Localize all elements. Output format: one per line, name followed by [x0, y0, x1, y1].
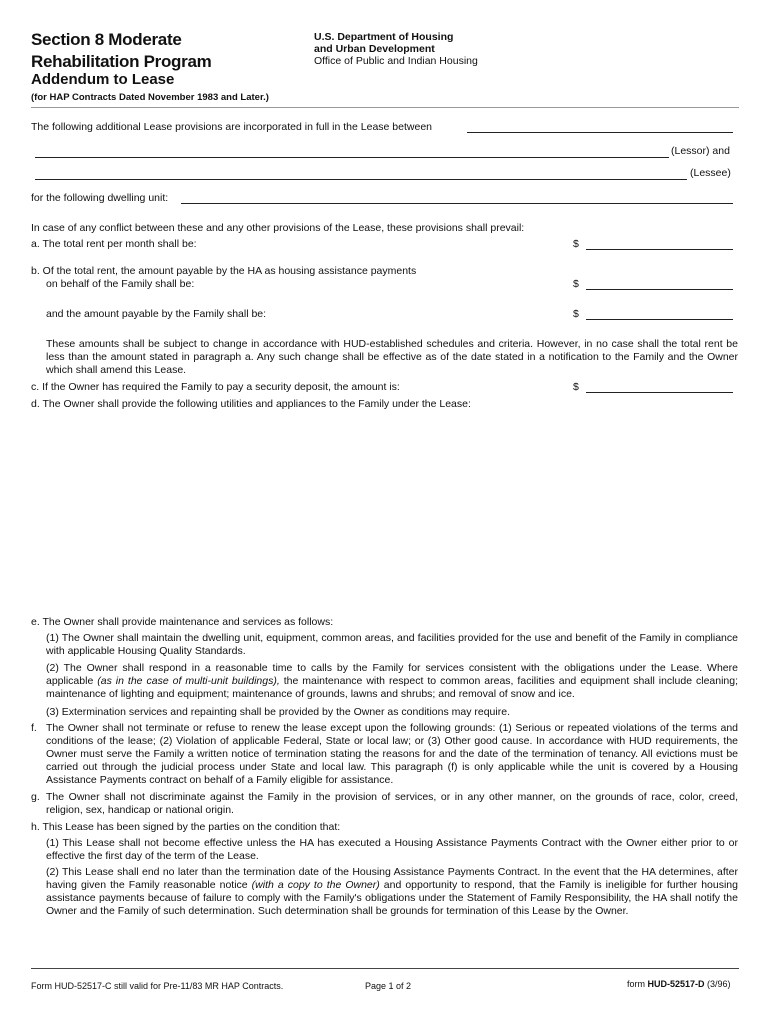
form-prefix: form [627, 979, 648, 989]
item-e2 [46, 662, 738, 701]
item-g: The Owner shall not discriminate against the Family in the provision of services, or in any other manner, on the grounds of race, color, creed, religion, sex, handicap or national origin. [46, 791, 738, 816]
form-id: HUD-52517-D [647, 979, 705, 989]
lease-between-field[interactable] [467, 132, 733, 133]
item-f: The Owner shall not terminate or refuse to renew the lease except upon the following grounds: (1) Serious or repeated violations of the terms and conditions of the lease; (2) Violation of applicable Federal, State or local law; or (3) Other good cause. In accordance with HUD requirements, the Owner must serve the Family a written notice of termination stating the reasons for and the date of the termination of tenancy. All evictions must be carried out through the judicial process under State and local law. This paragraph (f) is only applicable while the unit is covered by a Housing Assistance Payments contract on behalf of a Family eligible for assistance. [46, 722, 738, 786]
lessor-label: (Lessor) and [671, 145, 730, 157]
item-g-marker: g. [31, 791, 40, 803]
item-e1: (1) The Owner shall maintain the dwelling unit, equipment, common areas, and facilities provided for the use and benefit of the Family in compliance with applicable Housing Quality Standards. [46, 632, 738, 657]
item-b-line2: on behalf of the Family shall be: [46, 278, 195, 290]
title-line2: Rehabilitation Program [31, 52, 212, 71]
item-f-marker: f. [31, 722, 37, 734]
agency-line1: U.S. Department of Housing [314, 31, 454, 43]
form-date: (3/96) [704, 979, 731, 989]
item-b-line1: b. Of the total rent, the amount payable by the HA as housing assistance payments [31, 265, 417, 277]
total-rent-field[interactable] [586, 249, 733, 250]
item-h2-italic: (with a copy to the Owner) [251, 879, 380, 891]
lessor-field[interactable] [35, 157, 669, 158]
item-a-label: a. The total rent per month shall be: [31, 238, 197, 250]
title-line1: Section 8 Moderate [31, 30, 182, 49]
item-h2-text-b: and opportunity to respond, that the Family is ineligible for further housing assistance payments because of failure to comply with the Family's obligations under the Statement of Family Responsibility, the HA shall notify the Owner and the Family of such determination. Such determination shall be grounds for termination of this Lease by the Owner. [46, 879, 738, 917]
dollar-sign: $ [573, 381, 579, 393]
item-e2-text-b: the maintenance with respect to common areas, facilities and equipment shall include cleaning; maintenance of lighting and equipment; maintenance of grounds, lawns and shrubs; and removal of snow and ice. [46, 675, 739, 700]
dollar-sign: $ [573, 278, 579, 290]
dollar-sign: $ [573, 238, 579, 250]
item-c-label: c. If the Owner has required the Family to pay a security deposit, the amount is: [31, 381, 400, 393]
utilities-area[interactable] [46, 414, 738, 610]
contract-note: (for HAP Contracts Dated November 1983 and Later.) [31, 92, 269, 103]
lessee-label: (Lessee) [690, 167, 731, 179]
dollar-sign: $ [573, 308, 579, 320]
item-b-note: These amounts shall be subject to change in accordance with HUD-established schedules and criteria. However, in no case shall the total rent be less than the amount stated in paragraph a. Any such change shall be effective as of the date stated in a notification to the Family and the Owner which shall amend this Lease. [46, 338, 738, 376]
item-e-label: e. The Owner shall provide maintenance and services as follows: [31, 616, 334, 628]
item-e2-italic: (as in the case of multi-unit buildings), [97, 675, 280, 687]
item-h2 [46, 866, 738, 918]
item-b-family: and the amount payable by the Family shall be: [46, 308, 267, 320]
item-e2-text-a: (2) The Owner shall respond in a reasonable time to calls by the Family for services consistent with the obligations under the Lease. Where applicable [46, 662, 738, 687]
subtitle: Addendum to Lease [31, 71, 175, 88]
item-h1: (1) This Lease shall not become effective unless the HA has executed a Housing Assistance Payments Contract with the Owner either prior to or effective the first day of the term of the Lease. [46, 837, 738, 862]
page-number: Page 1 of 2 [365, 981, 412, 991]
header-divider [31, 107, 739, 108]
item-d-label: d. The Owner shall provide the following utilities and appliances to the Family under the Lease: [31, 398, 471, 410]
agency-line2: and Urban Development [314, 43, 435, 55]
intro-line1: The following additional Lease provisions are incorporated in full in the Lease between [31, 121, 433, 133]
family-payment-field[interactable] [586, 319, 733, 320]
footer-divider [31, 968, 739, 969]
dwelling-label: for the following dwelling unit: [31, 192, 169, 204]
ha-payment-field[interactable] [586, 289, 733, 290]
conflict-text: In case of any conflict between these and any other provisions of the Lease, these provisions shall prevail: [31, 222, 525, 234]
item-e3: (3) Extermination services and repainting shall be provided by the Owner as conditions may require. [46, 706, 510, 718]
lessee-field[interactable] [35, 179, 687, 180]
dwelling-field[interactable] [181, 203, 733, 204]
agency-line3: Office of Public and Indian Housing [314, 55, 478, 67]
item-h2-text-a: (2) This Lease shall end no later than the termination date of the Housing Assistance Payments Contract. In the event that the HA determines, after having given the Family reasonable notice [46, 866, 738, 891]
item-h-label: h. This Lease has been signed by the parties on the condition that: [31, 821, 341, 833]
security-deposit-field[interactable] [586, 392, 733, 393]
form-number [627, 979, 731, 989]
footer-note: Form HUD-52517-C still valid for Pre-11/83 MR HAP Contracts. [31, 981, 284, 991]
agency-block [314, 31, 478, 67]
